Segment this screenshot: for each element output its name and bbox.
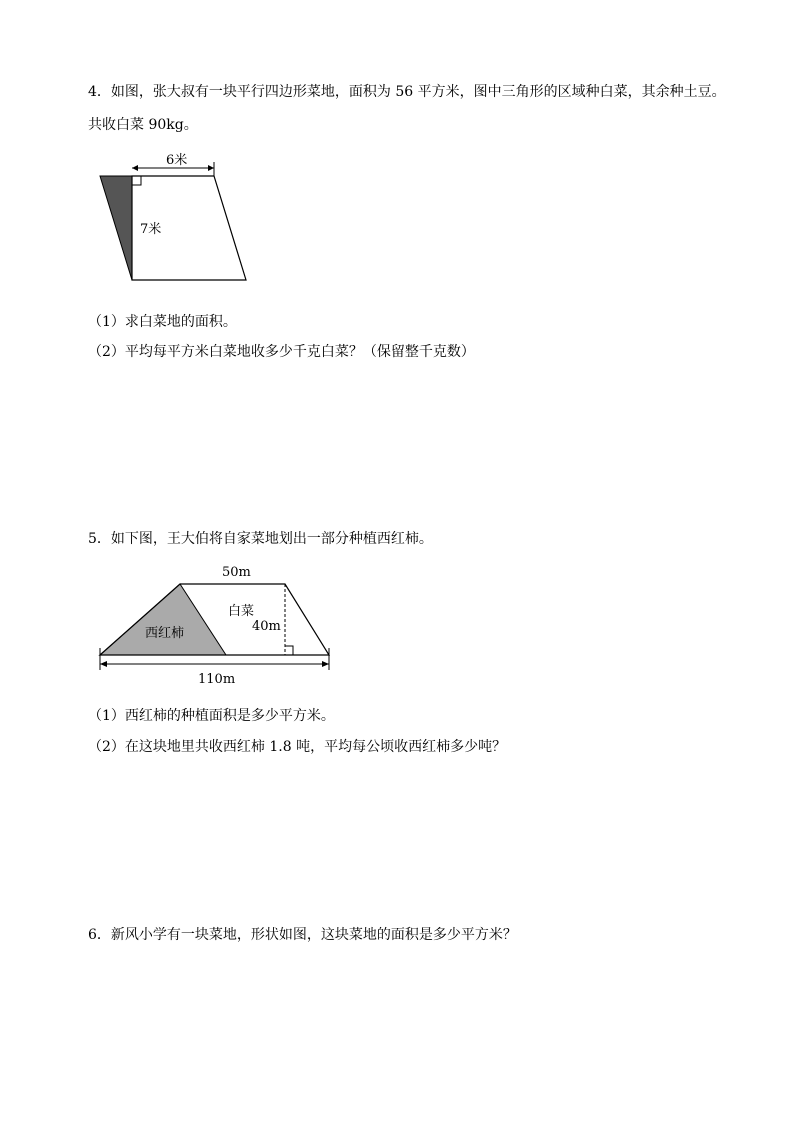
problem-6-statement: 新风小学有一块菜地，形状如图，这块菜地的面积是多少平方米？ (110, 927, 517, 943)
problem-6-text-line1 (88, 926, 517, 944)
bottom-base-label: 110m (198, 672, 236, 687)
right-angle-mark (285, 646, 293, 655)
arrow-right-icon (208, 165, 214, 171)
problem-5-question-1: （1）西红柿的种植面积是多少平方米。 (88, 708, 335, 724)
tomato-triangle (100, 584, 226, 655)
right-angle-mark (132, 176, 141, 185)
arrow-left-icon (100, 661, 107, 667)
tomato-region-label: 西红柿 (145, 626, 185, 641)
cabbage-triangle (100, 176, 132, 280)
arrow-right-icon (322, 661, 329, 667)
height-label: 7米 (140, 222, 162, 237)
height-label: 40m (252, 619, 281, 634)
problem-4-statement: 如图，张大叔有一块平行四边形菜地，面积为 56 平方米，图中三角形的区域种白菜，其余种土豆。 (110, 84, 726, 100)
problem-6-number: 6． (88, 927, 111, 943)
problem-4-text-line1 (88, 83, 726, 101)
cabbage-region-label: 白菜 (228, 604, 255, 619)
problem-4-figure (90, 148, 260, 288)
top-dimension-label: 6米 (166, 153, 188, 168)
problem-5-statement: 如下图，王大伯将自家菜地划出一部分种植西红柿。 (110, 531, 433, 547)
problem-5-figure (90, 560, 340, 690)
problem-4-question-1: （1）求白菜地的面积。 (88, 314, 237, 330)
arrow-left-icon (132, 165, 138, 171)
problem-4-text-line2: 共收白菜 90kg。 (88, 117, 198, 133)
problem-5-question-2: （2）在这块地里共收西红柿 1.8 吨，平均每公顷收西红柿多少吨？ (88, 739, 507, 755)
problem-4-question-2: （2）平均每平方米白菜地收多少千克白菜？（保留整千克数） (88, 344, 475, 360)
problem-5-number: 5． (88, 531, 111, 547)
problem-4-number: 4． (88, 84, 111, 100)
problem-5-text-line1 (88, 530, 433, 548)
top-base-label: 50m (222, 565, 251, 580)
